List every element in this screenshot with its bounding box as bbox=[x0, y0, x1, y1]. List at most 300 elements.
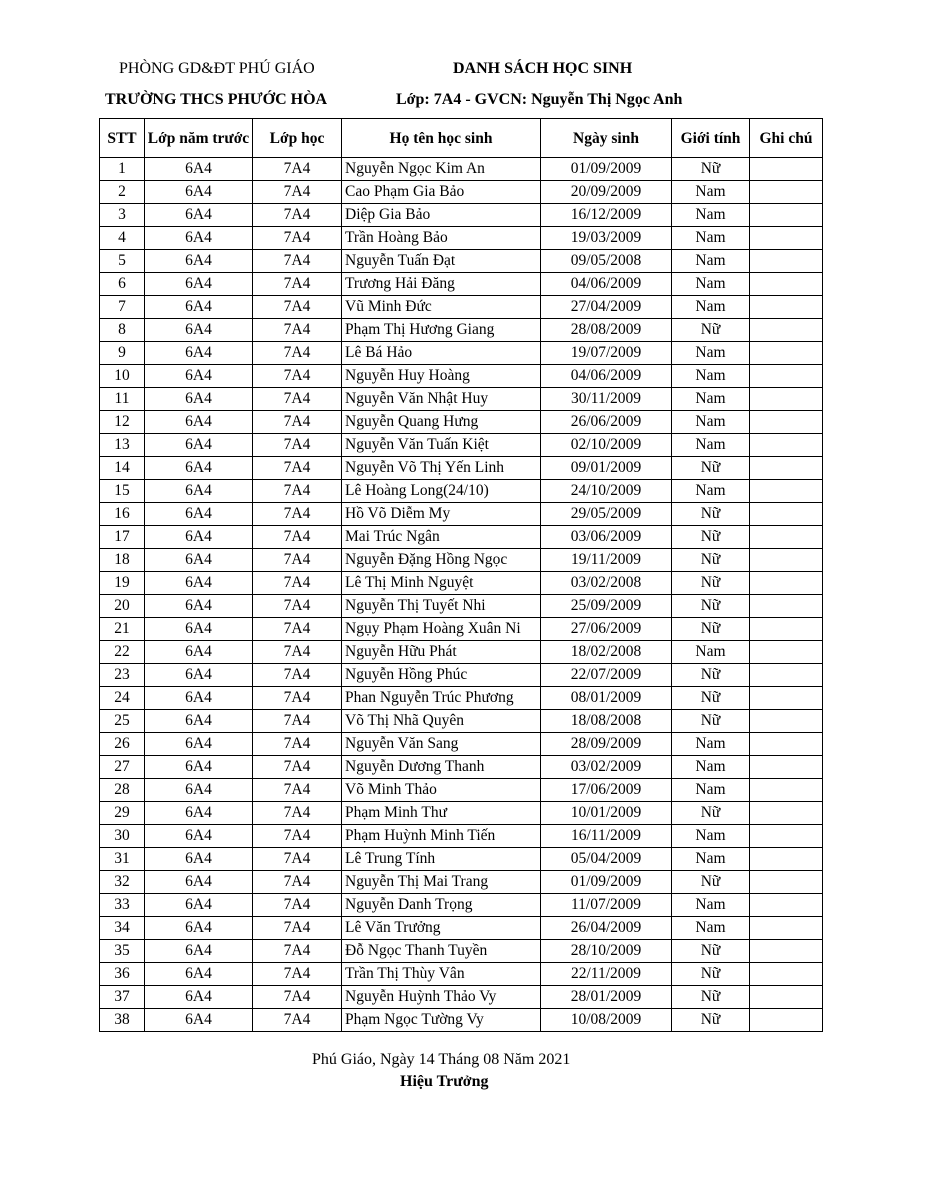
table-row bbox=[100, 595, 823, 618]
cell-gender: Nam bbox=[672, 917, 750, 940]
table-row bbox=[100, 802, 823, 825]
cell-class: 7A4 bbox=[253, 664, 342, 687]
cell-gender: Nữ bbox=[672, 595, 750, 618]
cell-notes bbox=[750, 250, 823, 273]
cell-birth-date: 08/01/2009 bbox=[541, 687, 672, 710]
cell-previous-class: 6A4 bbox=[145, 733, 253, 756]
cell-class: 7A4 bbox=[253, 319, 342, 342]
cell-student-name: Nguyễn Dương Thanh bbox=[342, 756, 541, 779]
cell-student-name: Phạm Huỳnh Minh Tiến bbox=[342, 825, 541, 848]
table-row bbox=[100, 641, 823, 664]
cell-student-name: Lê Bá Hảo bbox=[342, 342, 541, 365]
cell-notes bbox=[750, 940, 823, 963]
cell-gender: Nam bbox=[672, 388, 750, 411]
cell-class: 7A4 bbox=[253, 572, 342, 595]
cell-notes bbox=[750, 434, 823, 457]
table-row bbox=[100, 917, 823, 940]
cell-gender: Nữ bbox=[672, 549, 750, 572]
cell-previous-class: 6A4 bbox=[145, 158, 253, 181]
cell-stt: 13 bbox=[100, 434, 145, 457]
cell-previous-class: 6A4 bbox=[145, 503, 253, 526]
cell-stt: 31 bbox=[100, 848, 145, 871]
table-row bbox=[100, 480, 823, 503]
cell-class: 7A4 bbox=[253, 710, 342, 733]
cell-stt: 15 bbox=[100, 480, 145, 503]
table-row bbox=[100, 664, 823, 687]
cell-birth-date: 22/11/2009 bbox=[541, 963, 672, 986]
cell-class: 7A4 bbox=[253, 894, 342, 917]
cell-student-name: Lê Hoàng Long(24/10) bbox=[342, 480, 541, 503]
cell-class: 7A4 bbox=[253, 342, 342, 365]
cell-birth-date: 03/02/2009 bbox=[541, 756, 672, 779]
cell-previous-class: 6A4 bbox=[145, 802, 253, 825]
cell-student-name: Hồ Võ Diễm My bbox=[342, 503, 541, 526]
cell-class: 7A4 bbox=[253, 618, 342, 641]
col-header-gender: Giới tính bbox=[672, 119, 750, 158]
table-row bbox=[100, 894, 823, 917]
cell-student-name: Nguyễn Văn Nhật Huy bbox=[342, 388, 541, 411]
cell-student-name: Cao Phạm Gia Bảo bbox=[342, 181, 541, 204]
cell-previous-class: 6A4 bbox=[145, 687, 253, 710]
cell-student-name: Lê Trung Tính bbox=[342, 848, 541, 871]
cell-gender: Nam bbox=[672, 296, 750, 319]
cell-previous-class: 6A4 bbox=[145, 411, 253, 434]
cell-student-name: Diệp Gia Bảo bbox=[342, 204, 541, 227]
cell-stt: 25 bbox=[100, 710, 145, 733]
cell-notes bbox=[750, 342, 823, 365]
table-row bbox=[100, 204, 823, 227]
col-header-birth-date: Ngày sinh bbox=[541, 119, 672, 158]
cell-stt: 4 bbox=[100, 227, 145, 250]
cell-notes bbox=[750, 664, 823, 687]
cell-stt: 23 bbox=[100, 664, 145, 687]
table-row bbox=[100, 388, 823, 411]
cell-student-name: Nguyễn Thị Tuyết Nhi bbox=[342, 595, 541, 618]
cell-notes bbox=[750, 733, 823, 756]
cell-stt: 5 bbox=[100, 250, 145, 273]
cell-class: 7A4 bbox=[253, 641, 342, 664]
class-info: Lớp: 7A4 - GVCN: Nguyễn Thị Ngọc Anh bbox=[396, 91, 683, 108]
cell-stt: 3 bbox=[100, 204, 145, 227]
cell-gender: Nữ bbox=[672, 526, 750, 549]
place-date: Phú Giáo, Ngày 14 Tháng 08 Năm 2021 bbox=[312, 1051, 571, 1068]
cell-birth-date: 11/07/2009 bbox=[541, 894, 672, 917]
cell-class: 7A4 bbox=[253, 963, 342, 986]
table-row bbox=[100, 296, 823, 319]
cell-class: 7A4 bbox=[253, 871, 342, 894]
cell-stt: 37 bbox=[100, 986, 145, 1009]
cell-student-name: Trần Thị Thùy Vân bbox=[342, 963, 541, 986]
cell-previous-class: 6A4 bbox=[145, 848, 253, 871]
cell-class: 7A4 bbox=[253, 296, 342, 319]
cell-previous-class: 6A4 bbox=[145, 365, 253, 388]
cell-stt: 19 bbox=[100, 572, 145, 595]
cell-birth-date: 19/03/2009 bbox=[541, 227, 672, 250]
cell-previous-class: 6A4 bbox=[145, 319, 253, 342]
cell-gender: Nam bbox=[672, 411, 750, 434]
cell-gender: Nữ bbox=[672, 710, 750, 733]
cell-birth-date: 25/09/2009 bbox=[541, 595, 672, 618]
table-row bbox=[100, 434, 823, 457]
cell-notes bbox=[750, 549, 823, 572]
cell-gender: Nam bbox=[672, 779, 750, 802]
cell-class: 7A4 bbox=[253, 549, 342, 572]
cell-previous-class: 6A4 bbox=[145, 664, 253, 687]
cell-birth-date: 18/02/2008 bbox=[541, 641, 672, 664]
cell-notes bbox=[750, 848, 823, 871]
cell-previous-class: 6A4 bbox=[145, 963, 253, 986]
document-title: DANH SÁCH HỌC SINH bbox=[453, 60, 633, 77]
cell-student-name: Phạm Minh Thư bbox=[342, 802, 541, 825]
cell-notes bbox=[750, 779, 823, 802]
cell-gender: Nam bbox=[672, 894, 750, 917]
cell-student-name: Nguyễn Ngọc Kim An bbox=[342, 158, 541, 181]
cell-birth-date: 28/09/2009 bbox=[541, 733, 672, 756]
cell-birth-date: 04/06/2009 bbox=[541, 365, 672, 388]
cell-notes bbox=[750, 227, 823, 250]
cell-previous-class: 6A4 bbox=[145, 572, 253, 595]
table-row bbox=[100, 526, 823, 549]
table-row bbox=[100, 572, 823, 595]
cell-class: 7A4 bbox=[253, 158, 342, 181]
cell-previous-class: 6A4 bbox=[145, 917, 253, 940]
table-row bbox=[100, 963, 823, 986]
cell-student-name: Nguyễn Huỳnh Thảo Vy bbox=[342, 986, 541, 1009]
cell-stt: 8 bbox=[100, 319, 145, 342]
cell-notes bbox=[750, 963, 823, 986]
cell-notes bbox=[750, 1009, 823, 1032]
cell-gender: Nam bbox=[672, 273, 750, 296]
cell-birth-date: 22/07/2009 bbox=[541, 664, 672, 687]
cell-student-name: Nguyễn Đặng Hồng Ngọc bbox=[342, 549, 541, 572]
cell-student-name: Phạm Ngọc Tường Vy bbox=[342, 1009, 541, 1032]
cell-birth-date: 30/11/2009 bbox=[541, 388, 672, 411]
cell-class: 7A4 bbox=[253, 917, 342, 940]
cell-class: 7A4 bbox=[253, 802, 342, 825]
table-row bbox=[100, 158, 823, 181]
cell-gender: Nữ bbox=[672, 802, 750, 825]
school-name: TRƯỜNG THCS PHƯỚC HÒA bbox=[105, 91, 328, 108]
cell-notes bbox=[750, 457, 823, 480]
cell-gender: Nam bbox=[672, 756, 750, 779]
cell-student-name: Võ Minh Thảo bbox=[342, 779, 541, 802]
cell-student-name: Võ Thị Nhã Quyên bbox=[342, 710, 541, 733]
cell-stt: 36 bbox=[100, 963, 145, 986]
cell-class: 7A4 bbox=[253, 204, 342, 227]
cell-previous-class: 6A4 bbox=[145, 894, 253, 917]
cell-gender: Nam bbox=[672, 434, 750, 457]
cell-notes bbox=[750, 388, 823, 411]
cell-birth-date: 16/12/2009 bbox=[541, 204, 672, 227]
cell-birth-date: 28/10/2009 bbox=[541, 940, 672, 963]
cell-notes bbox=[750, 158, 823, 181]
cell-class: 7A4 bbox=[253, 250, 342, 273]
table-row bbox=[100, 733, 823, 756]
cell-class: 7A4 bbox=[253, 825, 342, 848]
cell-notes bbox=[750, 618, 823, 641]
cell-gender: Nam bbox=[672, 848, 750, 871]
cell-stt: 12 bbox=[100, 411, 145, 434]
cell-class: 7A4 bbox=[253, 365, 342, 388]
cell-notes bbox=[750, 365, 823, 388]
cell-class: 7A4 bbox=[253, 687, 342, 710]
cell-birth-date: 10/08/2009 bbox=[541, 1009, 672, 1032]
cell-class: 7A4 bbox=[253, 457, 342, 480]
table-row bbox=[100, 549, 823, 572]
cell-birth-date: 09/01/2009 bbox=[541, 457, 672, 480]
cell-birth-date: 27/04/2009 bbox=[541, 296, 672, 319]
cell-student-name: Nguyễn Tuấn Đạt bbox=[342, 250, 541, 273]
cell-previous-class: 6A4 bbox=[145, 181, 253, 204]
table-row bbox=[100, 1009, 823, 1032]
cell-student-name: Lê Thị Minh Nguyệt bbox=[342, 572, 541, 595]
cell-stt: 26 bbox=[100, 733, 145, 756]
cell-class: 7A4 bbox=[253, 756, 342, 779]
col-header-stt: STT bbox=[100, 119, 145, 158]
cell-stt: 20 bbox=[100, 595, 145, 618]
cell-birth-date: 28/01/2009 bbox=[541, 986, 672, 1009]
cell-previous-class: 6A4 bbox=[145, 480, 253, 503]
table-row bbox=[100, 503, 823, 526]
cell-class: 7A4 bbox=[253, 181, 342, 204]
cell-student-name: Vũ Minh Đức bbox=[342, 296, 541, 319]
cell-notes bbox=[750, 756, 823, 779]
cell-stt: 24 bbox=[100, 687, 145, 710]
table-row bbox=[100, 342, 823, 365]
cell-student-name: Trần Hoàng Bảo bbox=[342, 227, 541, 250]
cell-stt: 2 bbox=[100, 181, 145, 204]
cell-notes bbox=[750, 641, 823, 664]
table-row bbox=[100, 365, 823, 388]
cell-class: 7A4 bbox=[253, 595, 342, 618]
cell-student-name: Nguyễn Huy Hoàng bbox=[342, 365, 541, 388]
cell-class: 7A4 bbox=[253, 526, 342, 549]
table-row bbox=[100, 871, 823, 894]
cell-gender: Nữ bbox=[672, 664, 750, 687]
cell-notes bbox=[750, 296, 823, 319]
cell-previous-class: 6A4 bbox=[145, 342, 253, 365]
cell-birth-date: 17/06/2009 bbox=[541, 779, 672, 802]
cell-student-name: Nguyễn Thị Mai Trang bbox=[342, 871, 541, 894]
cell-student-name: Nguyễn Văn Sang bbox=[342, 733, 541, 756]
cell-previous-class: 6A4 bbox=[145, 434, 253, 457]
cell-gender: Nam bbox=[672, 641, 750, 664]
cell-notes bbox=[750, 917, 823, 940]
table-row bbox=[100, 618, 823, 641]
table-row bbox=[100, 986, 823, 1009]
cell-notes bbox=[750, 480, 823, 503]
cell-birth-date: 09/05/2008 bbox=[541, 250, 672, 273]
cell-stt: 27 bbox=[100, 756, 145, 779]
cell-birth-date: 02/10/2009 bbox=[541, 434, 672, 457]
cell-notes bbox=[750, 710, 823, 733]
cell-gender: Nữ bbox=[672, 618, 750, 641]
cell-previous-class: 6A4 bbox=[145, 526, 253, 549]
table-row bbox=[100, 710, 823, 733]
cell-birth-date: 28/08/2009 bbox=[541, 319, 672, 342]
cell-previous-class: 6A4 bbox=[145, 641, 253, 664]
table-row bbox=[100, 273, 823, 296]
cell-birth-date: 01/09/2009 bbox=[541, 158, 672, 181]
cell-previous-class: 6A4 bbox=[145, 710, 253, 733]
cell-class: 7A4 bbox=[253, 503, 342, 526]
cell-stt: 11 bbox=[100, 388, 145, 411]
cell-gender: Nữ bbox=[672, 503, 750, 526]
cell-stt: 35 bbox=[100, 940, 145, 963]
cell-stt: 16 bbox=[100, 503, 145, 526]
cell-notes bbox=[750, 572, 823, 595]
cell-stt: 32 bbox=[100, 871, 145, 894]
cell-student-name: Nguyễn Quang Hưng bbox=[342, 411, 541, 434]
cell-gender: Nam bbox=[672, 733, 750, 756]
col-header-class: Lớp học bbox=[253, 119, 342, 158]
cell-gender: Nữ bbox=[672, 319, 750, 342]
cell-student-name: Nguyễn Danh Trọng bbox=[342, 894, 541, 917]
cell-gender: Nam bbox=[672, 204, 750, 227]
student-list-table bbox=[99, 118, 823, 1032]
cell-notes bbox=[750, 986, 823, 1009]
cell-stt: 18 bbox=[100, 549, 145, 572]
cell-previous-class: 6A4 bbox=[145, 940, 253, 963]
cell-notes bbox=[750, 894, 823, 917]
cell-gender: Nam bbox=[672, 342, 750, 365]
table-row bbox=[100, 227, 823, 250]
cell-stt: 21 bbox=[100, 618, 145, 641]
table-row bbox=[100, 181, 823, 204]
cell-birth-date: 03/02/2008 bbox=[541, 572, 672, 595]
cell-notes bbox=[750, 503, 823, 526]
cell-gender: Nam bbox=[672, 250, 750, 273]
cell-gender: Nam bbox=[672, 825, 750, 848]
cell-stt: 38 bbox=[100, 1009, 145, 1032]
table-row bbox=[100, 457, 823, 480]
cell-gender: Nữ bbox=[672, 963, 750, 986]
cell-stt: 1 bbox=[100, 158, 145, 181]
cell-class: 7A4 bbox=[253, 733, 342, 756]
cell-previous-class: 6A4 bbox=[145, 204, 253, 227]
cell-student-name: Đỗ Ngọc Thanh Tuyền bbox=[342, 940, 541, 963]
cell-student-name: Mai Trúc Ngân bbox=[342, 526, 541, 549]
cell-birth-date: 19/11/2009 bbox=[541, 549, 672, 572]
cell-student-name: Nguyễn Hữu Phát bbox=[342, 641, 541, 664]
cell-previous-class: 6A4 bbox=[145, 1009, 253, 1032]
cell-class: 7A4 bbox=[253, 411, 342, 434]
cell-birth-date: 27/06/2009 bbox=[541, 618, 672, 641]
cell-gender: Nam bbox=[672, 227, 750, 250]
cell-stt: 22 bbox=[100, 641, 145, 664]
cell-class: 7A4 bbox=[253, 1009, 342, 1032]
department-name: PHÒNG GD&ĐT PHÚ GIÁO bbox=[119, 60, 315, 77]
cell-birth-date: 04/06/2009 bbox=[541, 273, 672, 296]
cell-class: 7A4 bbox=[253, 986, 342, 1009]
cell-gender: Nữ bbox=[672, 457, 750, 480]
cell-student-name: Nguyễn Võ Thị Yến Linh bbox=[342, 457, 541, 480]
cell-gender: Nữ bbox=[672, 1009, 750, 1032]
cell-notes bbox=[750, 181, 823, 204]
cell-birth-date: 19/07/2009 bbox=[541, 342, 672, 365]
cell-previous-class: 6A4 bbox=[145, 986, 253, 1009]
cell-notes bbox=[750, 319, 823, 342]
cell-notes bbox=[750, 687, 823, 710]
cell-gender: Nam bbox=[672, 181, 750, 204]
cell-student-name: Phạm Thị Hương Giang bbox=[342, 319, 541, 342]
cell-previous-class: 6A4 bbox=[145, 296, 253, 319]
table-row bbox=[100, 250, 823, 273]
cell-student-name: Trương Hải Đăng bbox=[342, 273, 541, 296]
cell-birth-date: 05/04/2009 bbox=[541, 848, 672, 871]
cell-previous-class: 6A4 bbox=[145, 756, 253, 779]
cell-stt: 6 bbox=[100, 273, 145, 296]
cell-notes bbox=[750, 204, 823, 227]
cell-student-name: Phan Nguyễn Trúc Phương bbox=[342, 687, 541, 710]
cell-gender: Nữ bbox=[672, 871, 750, 894]
cell-class: 7A4 bbox=[253, 434, 342, 457]
cell-notes bbox=[750, 411, 823, 434]
table-row bbox=[100, 319, 823, 342]
cell-gender: Nam bbox=[672, 365, 750, 388]
table-row bbox=[100, 940, 823, 963]
cell-stt: 17 bbox=[100, 526, 145, 549]
cell-previous-class: 6A4 bbox=[145, 250, 253, 273]
cell-class: 7A4 bbox=[253, 227, 342, 250]
cell-class: 7A4 bbox=[253, 848, 342, 871]
cell-gender: Nữ bbox=[672, 986, 750, 1009]
cell-stt: 10 bbox=[100, 365, 145, 388]
cell-class: 7A4 bbox=[253, 779, 342, 802]
cell-birth-date: 26/06/2009 bbox=[541, 411, 672, 434]
cell-student-name: Nguyễn Văn Tuấn Kiệt bbox=[342, 434, 541, 457]
cell-student-name: Nguyễn Hồng Phúc bbox=[342, 664, 541, 687]
table-row bbox=[100, 779, 823, 802]
cell-birth-date: 29/05/2009 bbox=[541, 503, 672, 526]
cell-notes bbox=[750, 273, 823, 296]
cell-birth-date: 24/10/2009 bbox=[541, 480, 672, 503]
cell-gender: Nữ bbox=[672, 158, 750, 181]
cell-notes bbox=[750, 871, 823, 894]
cell-previous-class: 6A4 bbox=[145, 595, 253, 618]
cell-class: 7A4 bbox=[253, 388, 342, 411]
table-row bbox=[100, 756, 823, 779]
col-header-previous-class: Lớp năm trước bbox=[145, 119, 253, 158]
cell-stt: 14 bbox=[100, 457, 145, 480]
cell-notes bbox=[750, 526, 823, 549]
signer-title: Hiệu Trưởng bbox=[400, 1073, 489, 1090]
cell-previous-class: 6A4 bbox=[145, 618, 253, 641]
cell-stt: 9 bbox=[100, 342, 145, 365]
cell-stt: 34 bbox=[100, 917, 145, 940]
cell-birth-date: 26/04/2009 bbox=[541, 917, 672, 940]
cell-class: 7A4 bbox=[253, 273, 342, 296]
cell-stt: 29 bbox=[100, 802, 145, 825]
cell-birth-date: 10/01/2009 bbox=[541, 802, 672, 825]
cell-previous-class: 6A4 bbox=[145, 457, 253, 480]
cell-previous-class: 6A4 bbox=[145, 549, 253, 572]
table-row bbox=[100, 687, 823, 710]
cell-student-name: Lê Văn Trưởng bbox=[342, 917, 541, 940]
cell-notes bbox=[750, 825, 823, 848]
cell-stt: 33 bbox=[100, 894, 145, 917]
cell-birth-date: 03/06/2009 bbox=[541, 526, 672, 549]
cell-birth-date: 18/08/2008 bbox=[541, 710, 672, 733]
cell-birth-date: 20/09/2009 bbox=[541, 181, 672, 204]
table-row bbox=[100, 825, 823, 848]
cell-previous-class: 6A4 bbox=[145, 825, 253, 848]
cell-notes bbox=[750, 802, 823, 825]
cell-gender: Nam bbox=[672, 480, 750, 503]
cell-notes bbox=[750, 595, 823, 618]
cell-class: 7A4 bbox=[253, 480, 342, 503]
cell-gender: Nữ bbox=[672, 572, 750, 595]
